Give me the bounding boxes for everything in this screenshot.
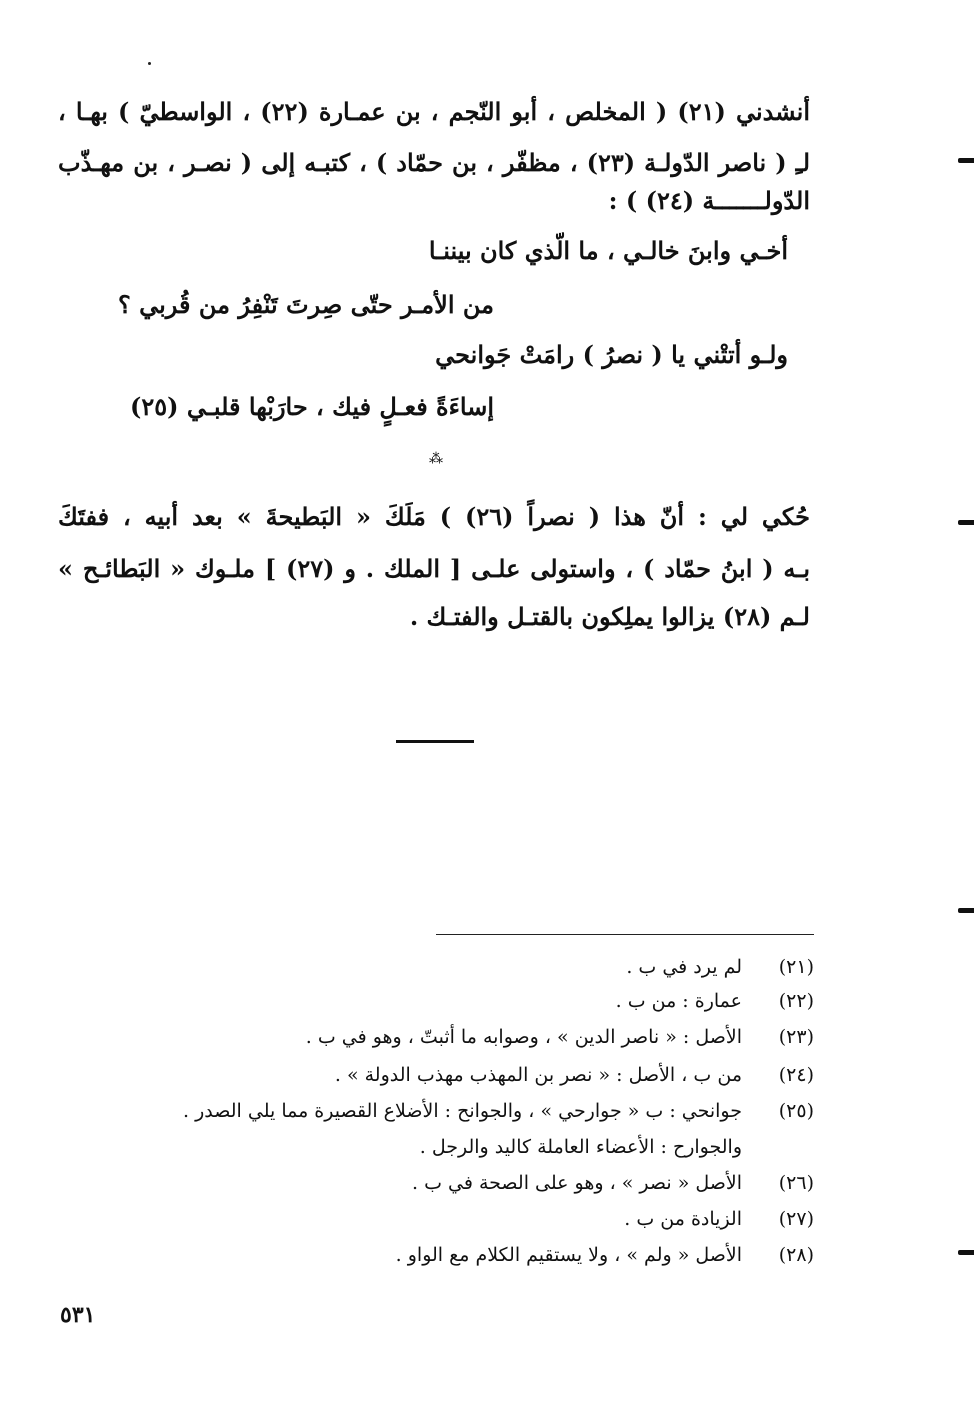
margin-mark	[958, 158, 974, 163]
footnote-number: (٢٤)	[778, 1064, 814, 1086]
poem-verse2-second-half: إساءَةً فعـلٍ فيك ، حارَبْها قلبـي (٢٥)	[129, 392, 494, 421]
footnote-text: لم يرد في ب .	[626, 956, 742, 978]
margin-mark	[958, 520, 974, 525]
paragraph1-line3: الدّولـــــــة (٢٤) ) :	[608, 186, 810, 215]
margin-mark	[958, 908, 974, 913]
scan-speck	[148, 62, 151, 65]
poem-verse2-first-half: ولـو أتتْني يا ( نصرُ ) رامَتْ جَوانحي	[435, 340, 788, 369]
footnote-text: عمارة : من ب .	[615, 990, 742, 1012]
paragraph2-line3: لـم (٢٨) يزالوا يملِكون بالقتـل والفتـك .	[409, 602, 810, 631]
footnote-text: الأصل : « ناصر الدين » ، وصوابه ما أثبتّ ، وهو في ب .	[305, 1026, 742, 1048]
section-separator-stars: ⁂	[429, 451, 443, 467]
footnote-number: (٢١)	[778, 956, 814, 978]
footnote-text: الأصل « ولم » ، ولا يستقيم الكلام مع الواو .	[395, 1244, 742, 1266]
paragraph2-line1: حُكي لي : أنّ هذا ( نصراً (٢٦) ) مَلَكَ « البَطيحةَ » بعد أبيه ، ففتَكَ	[58, 502, 810, 531]
paragraph1-line1: أنشدني (٢١) ( المخلص ، أبو النّجم ، بن عمـارة (٢٢) ، الواسطيّ ) بهـا ،	[58, 97, 810, 126]
footnote-continuation: والجوارح : الأعضاء العاملة كاليد والرجل .	[419, 1136, 742, 1158]
section-divider	[396, 740, 474, 743]
footnote-number: (٢٥)	[778, 1100, 814, 1122]
footnote-text: من ب ، الأصل : « نصر بن المهذب مهذب الدولة » .	[334, 1064, 742, 1086]
footnote-number: (٢٧)	[778, 1208, 814, 1230]
poem-verse1-second-half: من الأمـر حتّى صِرتَ تَنْفِرُ من قُربي ؟	[118, 290, 494, 319]
footnote-number: (٢٦)	[778, 1172, 814, 1194]
page-number: ٥٣١	[60, 1302, 96, 1328]
footnote-text: الأصل « نصر » ، وهو على الصحة في ب .	[412, 1172, 742, 1194]
paragraph1-line2: لـِ ( ناصر الدّولـة (٢٣) ، مظفّر ، بن حمّاد ) ، كتبـه إلى ( نصـر ، بن مهـذّب	[58, 148, 811, 177]
footnote-number: (٢٢)	[778, 990, 814, 1012]
footnote-number: (٢٣)	[778, 1026, 814, 1048]
paragraph2-line2: بـه ( ابنُ حمّاد ) ، واستولى علـى [ الملك . و (٢٧) ] ملـوك « البَطائـح »	[58, 554, 810, 583]
margin-mark	[958, 1250, 974, 1255]
footnote-number: (٢٨)	[778, 1244, 814, 1266]
footnote-rule	[436, 934, 814, 935]
footnote-text: الزيادة من ب .	[624, 1208, 742, 1230]
footnote-text: جوانحي : ب « جوارحي » ، والجوانح : الأضلاع القصيرة مما يلي الصدر .	[183, 1100, 742, 1122]
poem-verse1-first-half: أخـي وابنَ خالـي ، ما الّذي كان بيننـا	[428, 236, 788, 265]
